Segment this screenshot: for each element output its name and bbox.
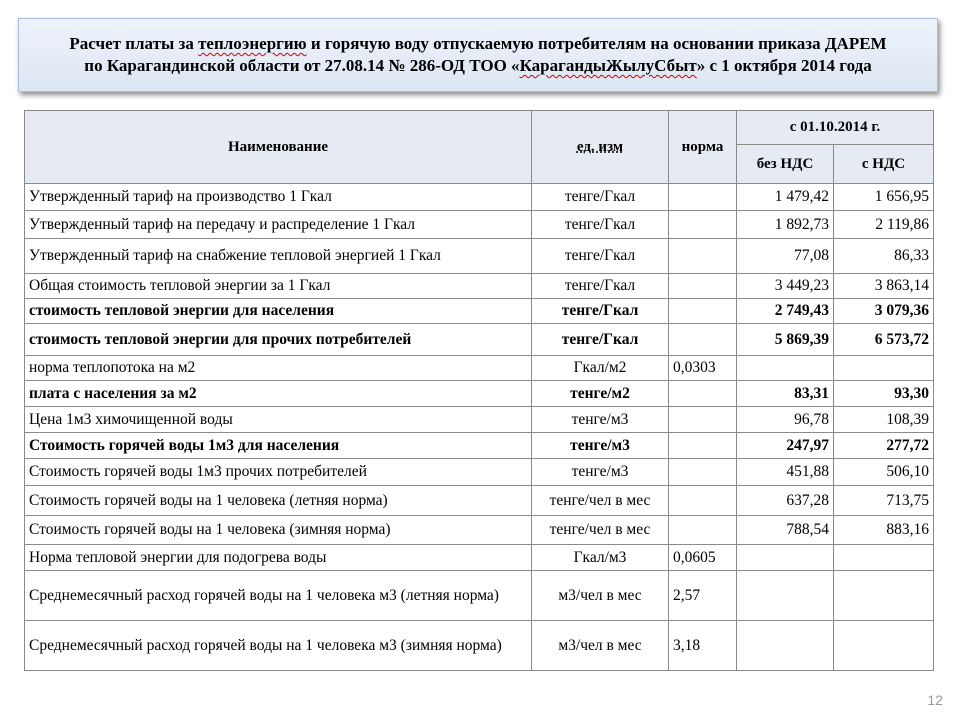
row-unit: Гкал/м2 (532, 356, 669, 381)
table-row (25, 433, 934, 459)
row-with-vat: 883,16 (834, 516, 934, 545)
row-name: Утвержденный тариф на передачу и распределение 1 Гкал (25, 211, 532, 239)
row-norm (669, 486, 737, 516)
title-line-1-part-a: Расчет платы за (69, 34, 199, 53)
header-unit-text: ед. изм (576, 138, 624, 155)
title-line-2 (19, 55, 937, 77)
row-with-vat: 86,33 (834, 239, 934, 274)
row-name: Цена 1м3 химочищенной воды (25, 407, 532, 433)
row-name: Стоимость горячей воды на 1 человека (зимняя норма) (25, 516, 532, 545)
table-row (25, 324, 934, 356)
row-unit: тенге/Гкал (532, 299, 669, 324)
title-line-1-part-b: теплоэнергию (198, 34, 307, 53)
row-no-vat: 247,97 (737, 433, 834, 459)
row-unit: Гкал/м3 (532, 545, 669, 571)
table-row (25, 545, 934, 571)
row-norm: 0,0605 (669, 545, 737, 571)
row-with-vat: 108,39 (834, 407, 934, 433)
table-row (25, 407, 934, 433)
row-norm (669, 239, 737, 274)
table-row (25, 516, 934, 545)
row-name: норма теплопотока на м2 (25, 356, 532, 381)
row-unit: тенге/Гкал (532, 184, 669, 211)
row-name: Утвержденный тариф на производство 1 Гкал (25, 184, 532, 211)
row-name: Среднемесячный расход горячей воды на 1 человека м3 (летняя норма) (25, 571, 532, 621)
row-name: Стоимость горячей воды на 1 человека (летняя норма) (25, 486, 532, 516)
row-norm (669, 407, 737, 433)
row-no-vat: 1 892,73 (737, 211, 834, 239)
row-unit: м3/чел в мес (532, 571, 669, 621)
table-row (25, 239, 934, 274)
row-unit: тенге/Гкал (532, 239, 669, 274)
row-with-vat (834, 356, 934, 381)
row-with-vat: 713,75 (834, 486, 934, 516)
title-line-2-part-b: КарагандыЖылуСбыт (519, 56, 697, 75)
row-no-vat: 2 749,43 (737, 299, 834, 324)
row-unit: тенге/м3 (532, 459, 669, 486)
row-name: Среднемесячный расход горячей воды на 1 человека м3 (зимняя норма) (25, 621, 532, 671)
row-norm (669, 299, 737, 324)
table-row (25, 299, 934, 324)
row-norm: 0,0303 (669, 356, 737, 381)
row-unit: м3/чел в мес (532, 621, 669, 671)
row-norm (669, 274, 737, 299)
title-line-2-part-a: по Карагандинской области от 27.08.14 № 286-ОД ТОО « (84, 56, 520, 75)
row-no-vat (737, 571, 834, 621)
title-line-1-part-c: и горячую воду отпускаемую потребителям на основании приказа ДАРЕМ (306, 34, 887, 53)
row-norm (669, 459, 737, 486)
row-name: Утвержденный тариф на снабжение тепловой энергией 1 Гкал (25, 239, 532, 274)
row-unit: тенге/чел в мес (532, 486, 669, 516)
row-norm (669, 324, 737, 356)
header-period: с 01.10.2014 г. (737, 111, 934, 145)
header-name: Наименование (25, 111, 532, 184)
header-no-vat: без НДС (737, 145, 834, 184)
row-unit: тенге/м3 (532, 433, 669, 459)
row-no-vat (737, 545, 834, 571)
row-norm (669, 381, 737, 407)
row-unit: тенге/м3 (532, 407, 669, 433)
table-row (25, 486, 934, 516)
row-no-vat: 77,08 (737, 239, 834, 274)
row-with-vat: 3 863,14 (834, 274, 934, 299)
row-no-vat: 96,78 (737, 407, 834, 433)
row-with-vat: 506,10 (834, 459, 934, 486)
row-name: Стоимость горячей воды 1м3 для населения (25, 433, 532, 459)
row-with-vat: 277,72 (834, 433, 934, 459)
row-name: Стоимость горячей воды 1м3 прочих потребителей (25, 459, 532, 486)
row-with-vat: 6 573,72 (834, 324, 934, 356)
row-norm: 3,18 (669, 621, 737, 671)
row-unit: тенге/Гкал (532, 274, 669, 299)
row-name: стоимость тепловой энергии для населения (25, 299, 532, 324)
header-unit (532, 111, 669, 184)
row-no-vat: 3 449,23 (737, 274, 834, 299)
header-with-vat: с НДС (834, 145, 934, 184)
row-unit: тенге/м2 (532, 381, 669, 407)
row-no-vat: 637,28 (737, 486, 834, 516)
row-with-vat (834, 545, 934, 571)
tariff-table (24, 110, 934, 671)
row-unit: тенге/Гкал (532, 324, 669, 356)
row-norm (669, 433, 737, 459)
row-name: Норма тепловой энергии для подогрева воды (25, 545, 532, 571)
table-header-row-1 (25, 111, 934, 145)
row-with-vat: 93,30 (834, 381, 934, 407)
row-with-vat: 1 656,95 (834, 184, 934, 211)
row-no-vat (737, 356, 834, 381)
row-no-vat (737, 621, 834, 671)
row-norm (669, 516, 737, 545)
table-row (25, 621, 934, 671)
row-with-vat: 2 119,86 (834, 211, 934, 239)
row-with-vat (834, 571, 934, 621)
title-line-1 (19, 33, 937, 55)
table-row (25, 459, 934, 486)
table-row (25, 571, 934, 621)
table-row (25, 184, 934, 211)
row-unit: тенге/чел в мес (532, 516, 669, 545)
row-name: плата с населения за м2 (25, 381, 532, 407)
row-name: Общая стоимость тепловой энергии за 1 Гкал (25, 274, 532, 299)
row-no-vat: 5 869,39 (737, 324, 834, 356)
row-norm: 2,57 (669, 571, 737, 621)
row-no-vat: 83,31 (737, 381, 834, 407)
row-with-vat (834, 621, 934, 671)
table-row (25, 356, 934, 381)
header-norm: норма (669, 111, 737, 184)
table-row (25, 381, 934, 407)
row-no-vat: 451,88 (737, 459, 834, 486)
row-norm (669, 211, 737, 239)
slide-title (18, 18, 938, 92)
row-with-vat: 3 079,36 (834, 299, 934, 324)
row-no-vat: 1 479,42 (737, 184, 834, 211)
page-number: 12 (927, 692, 943, 708)
table-row (25, 211, 934, 239)
row-norm (669, 184, 737, 211)
row-name: стоимость тепловой энергии для прочих потребителей (25, 324, 532, 356)
row-unit: тенге/Гкал (532, 211, 669, 239)
table-row (25, 274, 934, 299)
row-no-vat: 788,54 (737, 516, 834, 545)
title-line-2-part-c: » с 1 октября 2014 года (696, 56, 872, 75)
